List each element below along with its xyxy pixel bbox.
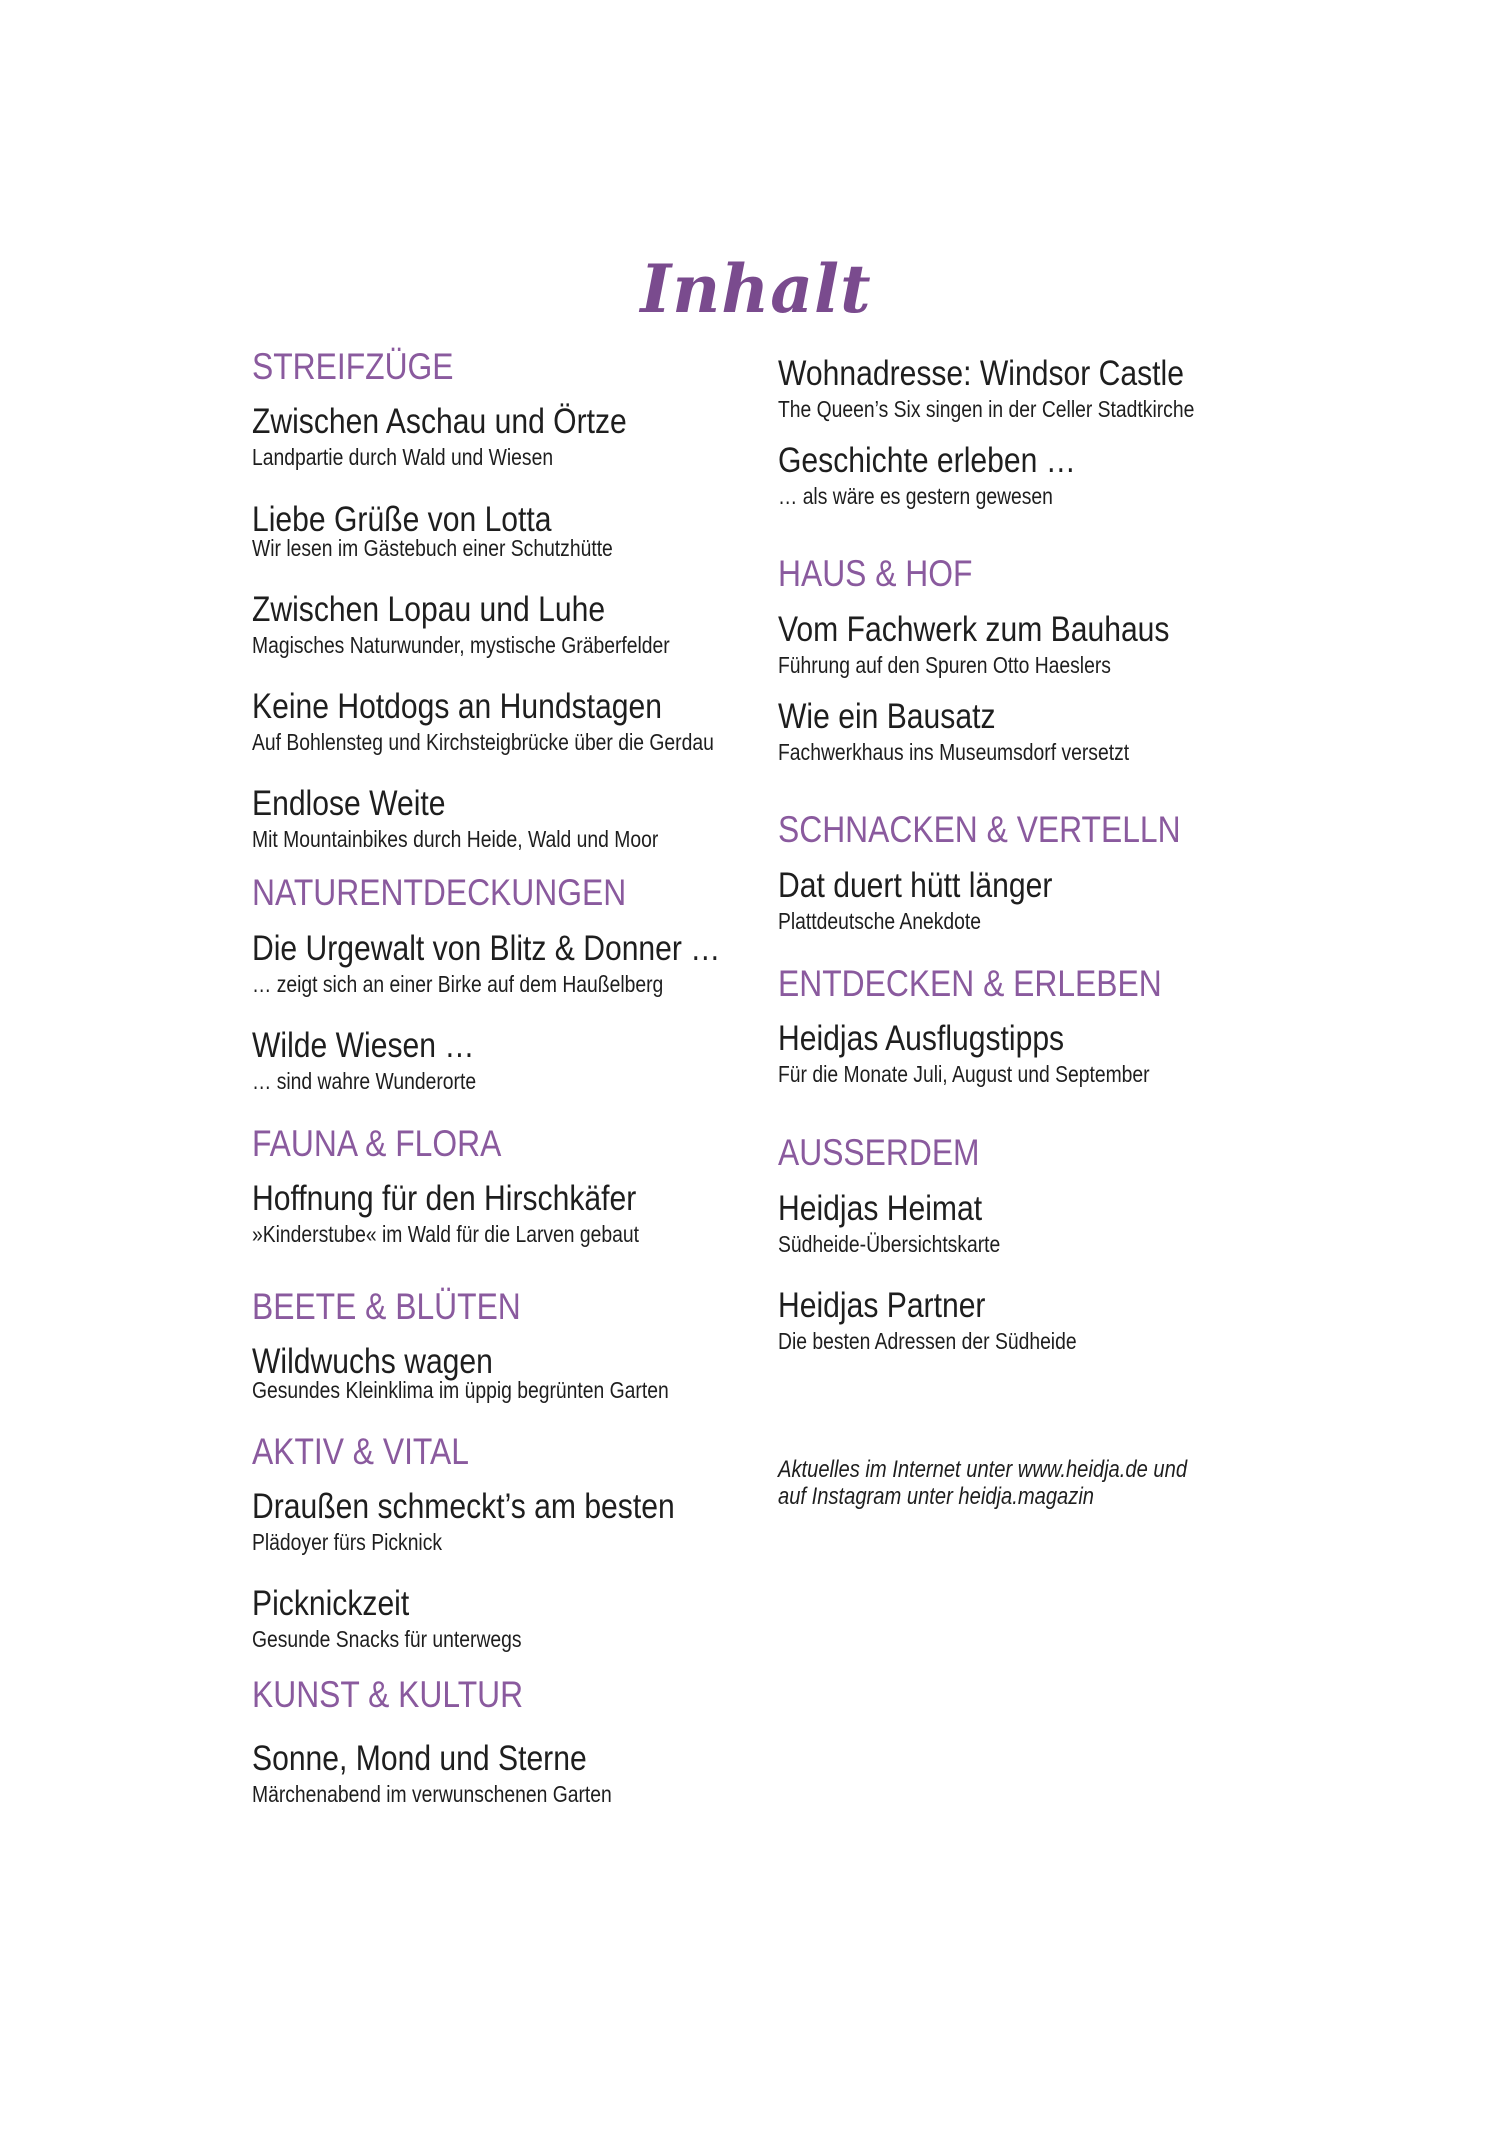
entry-title: Heidjas Ausflugstipps: [778, 1019, 1065, 1058]
internet-note: [778, 1456, 1187, 1510]
section-heading: HAUS & HOF: [778, 553, 973, 594]
entry-title: Wohnadresse: Windsor Castle: [778, 354, 1184, 393]
toc-entry[interactable]: [252, 1487, 744, 1556]
toc-entry[interactable]: [252, 1342, 748, 1404]
entry-subtitle: Für die Monate Juli, August und September: [778, 1061, 1150, 1087]
toc-entry[interactable]: [252, 687, 802, 756]
entry-subtitle: Magisches Naturwunder, mystische Gräberfelder: [252, 632, 670, 658]
entry-subtitle: Wir lesen im Gästebuch einer Schutzhütte: [252, 535, 613, 561]
section-heading: FAUNA & FLORA: [252, 1123, 502, 1164]
entry-title: Sonne, Mond und Sterne: [252, 1739, 587, 1778]
toc-entry[interactable]: [778, 866, 1097, 935]
entry-subtitle: Märchenabend im verwunschenen Garten: [252, 1781, 612, 1807]
toc-entry[interactable]: [252, 784, 736, 853]
entry-title: Keine Hotdogs an Hundstagen: [252, 687, 663, 726]
toc-entry[interactable]: [778, 1286, 1133, 1355]
entry-subtitle: Mit Mountainbikes durch Heide, Wald und Moor: [252, 826, 659, 852]
section-heading: AUSSERDEM: [778, 1132, 980, 1173]
entry-title: Zwischen Aschau und Örtze: [252, 402, 627, 441]
entry-title: Heidjas Heimat: [778, 1189, 983, 1228]
toc-entry[interactable]: [252, 402, 688, 471]
entry-subtitle: … als wäre es gestern gewesen: [778, 483, 1053, 509]
entry-subtitle: Landpartie durch Wald und Wiesen: [252, 444, 554, 470]
toc-entry[interactable]: [252, 590, 749, 659]
entry-title: Wie ein Bausatz: [778, 697, 996, 736]
entry-title: Wildwuchs wagen: [252, 1342, 493, 1381]
section-heading: AKTIV & VITAL: [252, 1431, 469, 1472]
section-heading: KUNST & KULTUR: [252, 1674, 524, 1715]
entry-title: Endlose Weite: [252, 784, 446, 823]
section-heading: BEETE & BLÜTEN: [252, 1286, 521, 1327]
entry-subtitle: Fachwerkhaus ins Museumsdorf versetzt: [778, 739, 1130, 765]
note-line: Aktuelles im Internet unter www.heidja.de und: [778, 1456, 1188, 1483]
entry-subtitle: The Queen’s Six singen in der Celler Stadtkirche: [778, 396, 1195, 422]
toc-entry[interactable]: [252, 500, 682, 562]
entry-subtitle: … zeigt sich an einer Birke auf dem Haußelberg: [252, 971, 664, 997]
section-heading: ENTDECKEN & ERLEBEN: [778, 963, 1162, 1004]
entry-subtitle: Auf Bohlensteg und Kirchsteigbrücke über die Gerdau: [252, 729, 714, 755]
entry-title: Wilde Wiesen …: [252, 1026, 475, 1065]
page-title: Inhalt: [640, 250, 872, 328]
section-heading: STREIFZÜGE: [252, 346, 454, 387]
toc-entry[interactable]: [252, 929, 797, 998]
section-heading: SCHNACKEN & VERTELLN: [778, 809, 1181, 850]
entry-subtitle: Plattdeutsche Anekdote: [778, 908, 982, 934]
entry-subtitle: … sind wahre Wunderorte: [252, 1068, 477, 1094]
toc-entry[interactable]: [252, 1739, 680, 1808]
entry-subtitle: Führung auf den Spuren Otto Haeslers: [778, 652, 1111, 678]
entry-subtitle: Gesunde Snacks für unterwegs: [252, 1626, 522, 1652]
entry-subtitle: Die besten Adressen der Südheide: [778, 1328, 1077, 1354]
entry-title: Dat duert hütt länger: [778, 866, 1053, 905]
entry-title: Geschichte erleben …: [778, 441, 1076, 480]
entry-subtitle: Südheide-Übersichtskarte: [778, 1231, 1001, 1257]
entry-title: Zwischen Lopau und Luhe: [252, 590, 606, 629]
entry-subtitle: Gesundes Kleinklima im üppig begrünten Garten: [252, 1377, 669, 1403]
toc-entry[interactable]: [778, 610, 1233, 679]
entry-title: Vom Fachwerk zum Bauhaus: [778, 610, 1170, 649]
toc-entry[interactable]: [778, 1019, 1220, 1088]
section-heading: NATURENTDECKUNGEN: [252, 872, 627, 913]
entry-title: Picknickzeit: [252, 1584, 410, 1623]
toc-entry[interactable]: [778, 1189, 1043, 1258]
toc-entry[interactable]: [252, 1026, 519, 1095]
entry-subtitle: Plädoyer fürs Picknick: [252, 1529, 443, 1555]
toc-entry[interactable]: [778, 697, 1196, 766]
entry-title: Draußen schmeckt’s am besten: [252, 1487, 675, 1526]
toc-entry[interactable]: [778, 441, 1124, 510]
entry-title: Hoffnung für den Hirschkäfer: [252, 1179, 637, 1218]
note-line: auf Instagram unter heidja.magazin: [778, 1483, 1095, 1510]
toc-entry[interactable]: [252, 1584, 573, 1653]
entry-title: Die Urgewalt von Blitz & Donner …: [252, 929, 721, 968]
entry-title: Heidjas Partner: [778, 1286, 986, 1325]
toc-entry[interactable]: [252, 1179, 713, 1248]
entry-title: Liebe Grüße von Lotta: [252, 500, 552, 539]
entry-subtitle: »Kinderstube« im Wald für die Larven gebaut: [252, 1221, 639, 1247]
toc-entry[interactable]: [778, 354, 1274, 423]
